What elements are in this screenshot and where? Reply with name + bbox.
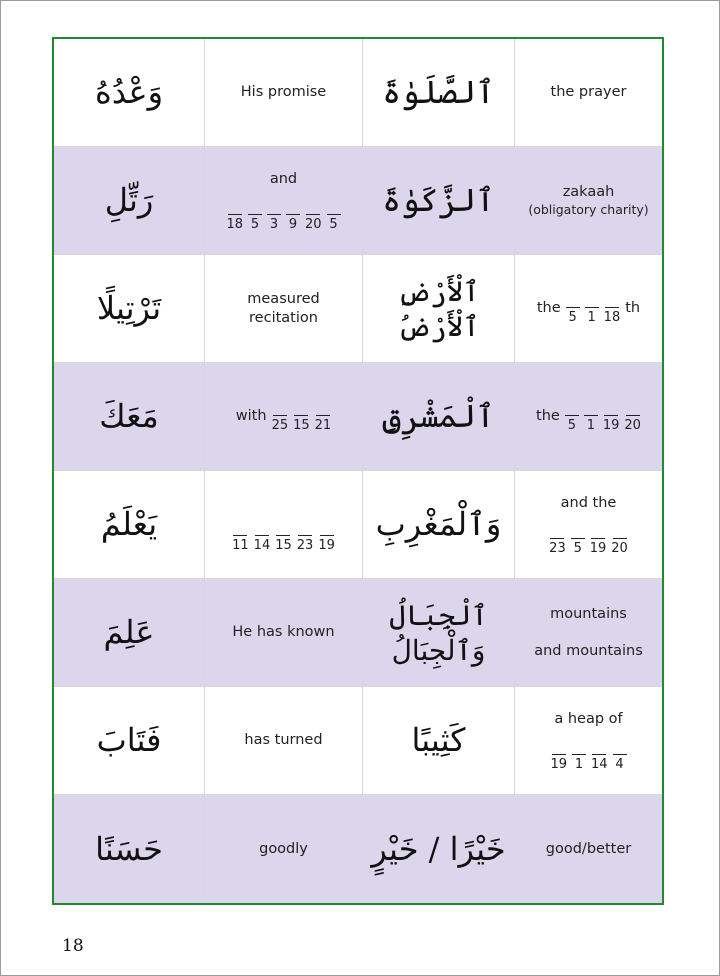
meaning-text: goodly (259, 840, 308, 857)
blank-number: 5 (329, 217, 338, 233)
blank-number: 20 (305, 217, 322, 233)
letter-blanks (566, 307, 621, 324)
arabic-word: ٱلْأَرْضِ (397, 274, 480, 308)
letter-blanks (565, 415, 641, 432)
blank-number: 5 (568, 310, 577, 325)
blank-number: 14 (591, 757, 608, 773)
arabic-cell (363, 255, 515, 363)
arabic-cell (54, 39, 205, 147)
meaning-cell (515, 795, 662, 903)
blank-number: 23 (296, 538, 314, 553)
meaning-cell (205, 39, 363, 147)
arabic-cell (363, 471, 515, 579)
arabic-cell (363, 795, 515, 903)
meaning-suffix: th (625, 300, 641, 317)
meaning-cell (515, 471, 662, 579)
meaning-prefix: the (536, 408, 560, 425)
blank-number: 19 (318, 538, 335, 553)
meaning-text: the prayer (550, 84, 627, 101)
arabic-cell (54, 579, 205, 687)
blank-number: 25 (271, 418, 289, 433)
meaning-prefix: and (269, 170, 298, 187)
blank-number: 1 (586, 418, 595, 433)
meaning-cell (515, 255, 662, 363)
meaning-text: zakaah (562, 183, 615, 200)
arabic-cell (363, 687, 515, 795)
blank-number: 21 (314, 418, 332, 433)
blank-number: 18 (603, 310, 621, 325)
blank-number: 19 (589, 541, 607, 557)
meaning-text: His promise (240, 84, 327, 101)
meaning-cell (205, 363, 363, 471)
blank-number: 5 (250, 217, 260, 233)
blank-number: 15 (275, 538, 292, 553)
meaning-cell (515, 39, 662, 147)
arabic-word: ٱلزَّكَوٰةَ (382, 181, 495, 220)
arabic-cell (54, 687, 205, 795)
meaning-text: He has known (232, 624, 335, 641)
arabic-word: مَعَكَ (99, 397, 159, 436)
letter-blanks (550, 754, 626, 771)
arabic-word: ٱلْأَرْضُ (397, 309, 480, 343)
meaning-cell (205, 147, 363, 255)
meaning-text: good/better (545, 840, 632, 857)
letter-blanks (226, 214, 340, 231)
blank-number: 19 (602, 418, 620, 433)
arabic-word: فَتَابَ (96, 721, 162, 760)
arabic-cell (363, 579, 515, 687)
arabic-word: رَتِّلِ (104, 181, 154, 220)
arabic-cell (54, 363, 205, 471)
meaning-note: (obligatory charity) (528, 201, 649, 217)
letter-blanks (549, 538, 628, 555)
arabic-cell (54, 147, 205, 255)
arabic-cell (54, 255, 205, 363)
blank-number: 23 (549, 541, 566, 557)
page-number: 18 (62, 936, 84, 956)
blank-number: 4 (615, 757, 624, 773)
meaning-prefix: and the (560, 494, 617, 511)
blank-number: 14 (253, 538, 271, 553)
arabic-cell (54, 795, 205, 903)
meaning-cell (205, 471, 363, 579)
meaning-cell (515, 687, 662, 795)
blank-number: 3 (269, 217, 279, 233)
letter-blanks (232, 535, 335, 552)
arabic-word: يَعْلَمُ (100, 505, 158, 544)
blank-number: 20 (624, 418, 641, 433)
arabic-word: وَٱلْمَغْرِبِ (375, 505, 502, 544)
arabic-cell (363, 39, 515, 147)
meaning-cell (205, 687, 363, 795)
arabic-word: خَيْرًا / خَيْرٍ (371, 829, 506, 868)
arabic-cell (54, 471, 205, 579)
blank-number: 5 (567, 418, 576, 433)
meaning-text: measured (247, 290, 320, 307)
meaning-cell (515, 363, 662, 471)
meaning-cell (515, 147, 662, 255)
meaning-cell (205, 255, 363, 363)
blank-number: 9 (288, 217, 298, 233)
blank-number: 1 (587, 310, 596, 325)
arabic-word: ٱلْجِبَالُ (389, 598, 488, 632)
meaning-cell (205, 795, 363, 903)
blank-number: 1 (574, 757, 584, 773)
meaning-cell (515, 579, 662, 687)
blank-number: 5 (573, 541, 582, 557)
blank-number: 15 (293, 418, 310, 433)
arabic-cell (363, 363, 515, 471)
arabic-word: كَثِيبًا (411, 721, 466, 760)
arabic-word: ٱلْمَشْرِقِ (382, 397, 495, 436)
meaning-text: mountains (550, 605, 627, 622)
blank-number: 18 (226, 217, 243, 233)
blank-number: 20 (611, 541, 628, 557)
meaning-prefix: a heap of (554, 710, 623, 727)
arabic-word: عَلِمَ (103, 613, 155, 652)
blank-number: 19 (550, 757, 567, 773)
arabic-word: ٱلصَّلَوٰةَ (382, 73, 495, 112)
letter-blanks (272, 415, 332, 432)
arabic-word: وَعْدُهُ (94, 73, 164, 112)
arabic-word: حَسَنًا (95, 829, 163, 868)
meaning-prefix: the (536, 300, 561, 317)
arabic-cell (363, 147, 515, 255)
meaning-text: recitation (249, 309, 318, 326)
meaning-cell (205, 579, 363, 687)
meaning-text: and mountains (534, 642, 643, 659)
meaning-text: has turned (244, 732, 323, 749)
meaning-prefix: with (235, 408, 267, 425)
blank-number: 11 (232, 538, 249, 553)
arabic-word: وَٱلْجِبَالُ (391, 633, 486, 667)
vocabulary-table (52, 37, 664, 905)
arabic-word: تَرْتِيلًا (96, 289, 162, 328)
